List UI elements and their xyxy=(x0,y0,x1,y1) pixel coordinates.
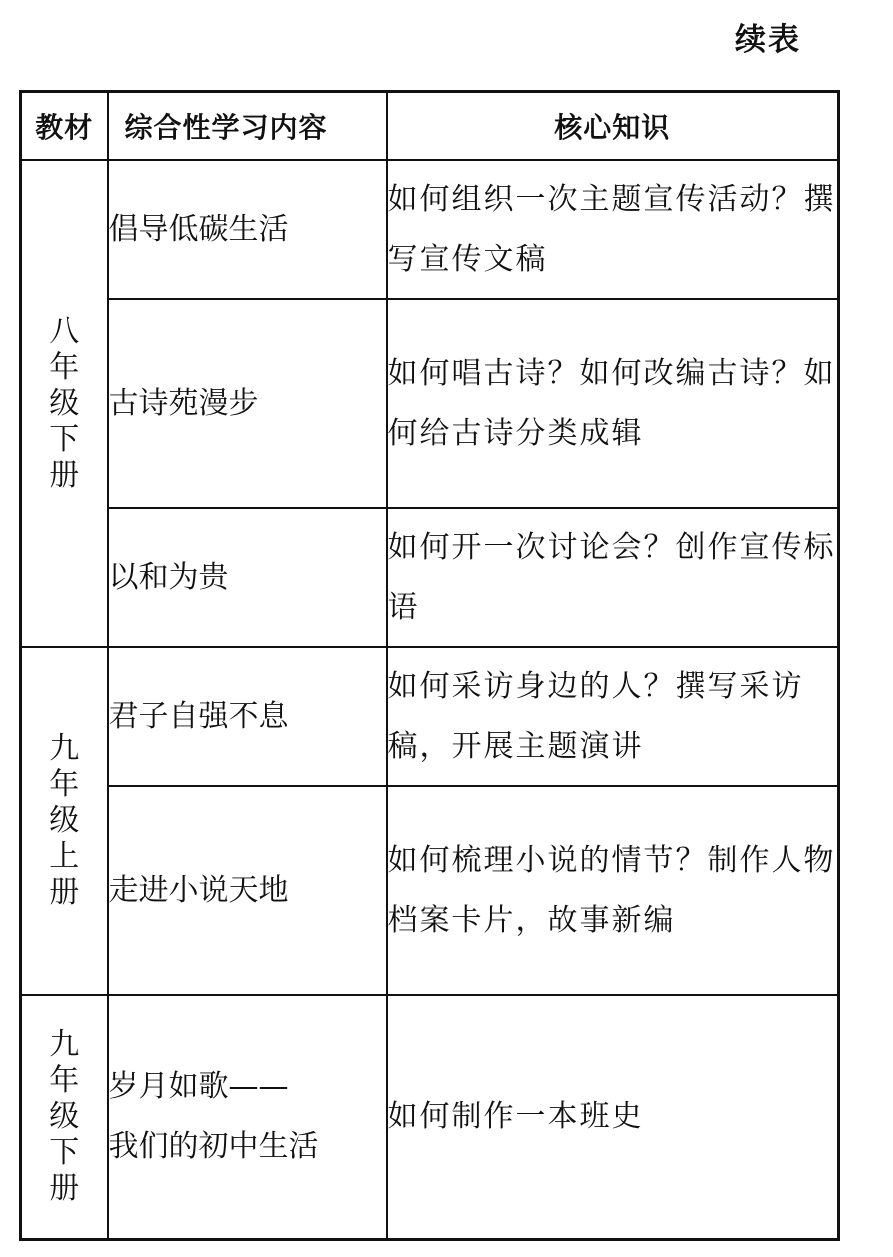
header-knowledge: 核心知识 xyxy=(387,92,839,161)
continued-label: 续表 xyxy=(735,22,801,58)
header-textbook: 教材 xyxy=(21,92,108,161)
table-row xyxy=(21,299,839,508)
knowledge-cell: 如何梳理小说的情节？制作人物档案卡片，故事新编 xyxy=(387,786,839,995)
content-line: 我们的初中生活 xyxy=(108,1129,319,1164)
content-line: 岁月如歌—— xyxy=(108,1069,289,1104)
table-row xyxy=(21,995,839,1240)
textbook-label: 九年级上册 xyxy=(49,731,80,910)
content-cell xyxy=(108,995,387,1240)
knowledge-cell: 如何唱古诗？如何改编古诗？如何给古诗分类成辑 xyxy=(387,299,839,508)
table-row xyxy=(21,508,839,647)
knowledge-cell: 如何组织一次主题宣传活动？撰写宣传文稿 xyxy=(387,160,839,299)
content-cell: 以和为贵 xyxy=(108,508,387,647)
textbook-label: 九年级下册 xyxy=(49,1027,80,1206)
textbook-cell xyxy=(21,995,108,1240)
textbook-label: 八年级下册 xyxy=(49,313,80,493)
content-cell: 古诗苑漫步 xyxy=(108,299,387,508)
knowledge-cell: 如何开一次讨论会？创作宣传标语 xyxy=(387,508,839,647)
content-cell: 倡导低碳生活 xyxy=(108,160,387,299)
knowledge-cell: 如何采访身边的人？撰写采访稿，开展主题演讲 xyxy=(387,647,839,786)
content-cell: 走进小说天地 xyxy=(108,786,387,995)
table-header-row xyxy=(21,92,839,161)
curriculum-table xyxy=(19,90,840,1241)
textbook-cell xyxy=(21,647,108,995)
textbook-cell xyxy=(21,160,108,647)
table-row xyxy=(21,647,839,786)
table-row xyxy=(21,786,839,995)
header-content: 综合性学习内容 xyxy=(108,92,387,161)
table-row xyxy=(21,160,839,299)
knowledge-cell: 如何制作一本班史 xyxy=(387,995,839,1240)
content-cell: 君子自强不息 xyxy=(108,647,387,786)
